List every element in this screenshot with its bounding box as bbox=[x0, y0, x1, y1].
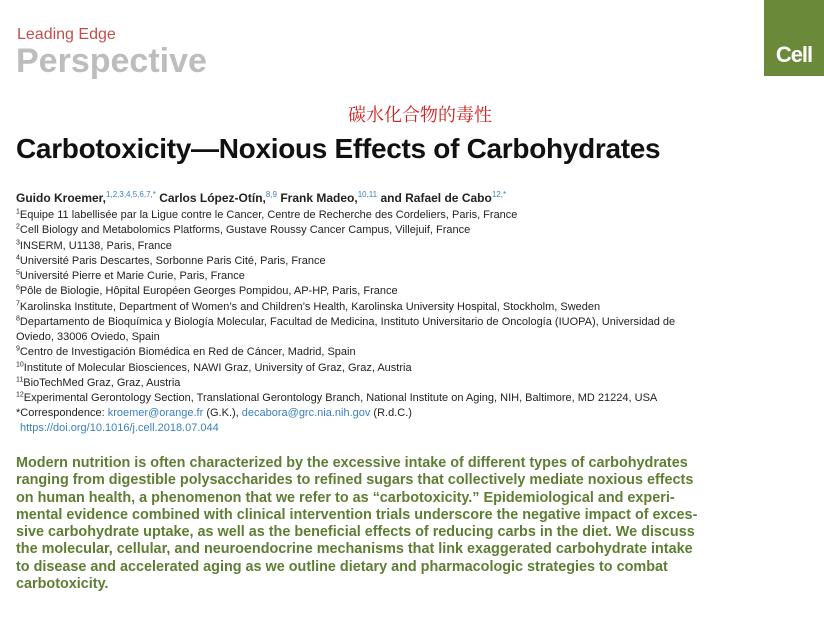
abstract-line: the molecular, cellular, and neuroendocrine mechanisms that link exaggerated carbohydrate intake bbox=[16, 541, 693, 558]
author-affiliation-marks[interactable]: 10,11 bbox=[357, 190, 378, 199]
affiliation-number: 11 bbox=[16, 376, 24, 384]
affiliation-number: 2 bbox=[16, 223, 20, 231]
affiliation-line bbox=[16, 254, 806, 269]
abstract-line: on human health, a phenomenon that we refer to as “carbotoxicity.” Epidemiological and experi- bbox=[16, 489, 675, 506]
abstract-line: sive carbohydrate uptake, as well as the beneficial effects of reducing carbs in the diet. We discuss bbox=[16, 524, 695, 541]
affiliation-text: Experimental Gerontology Section, Translational Gerontology Branch, National Institute on Aging, NIH, Baltimore, MD 21224, USA bbox=[23, 392, 658, 404]
affiliation-line bbox=[16, 269, 806, 284]
author-name: Guido Kroemer, bbox=[16, 191, 107, 205]
affiliation-number: 3 bbox=[16, 238, 20, 246]
abstract bbox=[16, 455, 806, 593]
affiliation-line bbox=[16, 239, 806, 254]
abstract-line: mental evidence combined with clinical intervention trials underscore the negative impact of exces- bbox=[16, 506, 698, 523]
affiliation-number: 4 bbox=[16, 254, 20, 262]
affiliation-line bbox=[16, 300, 806, 315]
affiliation-line bbox=[16, 315, 806, 330]
email-link[interactable]: kroemer@orange.fr bbox=[107, 407, 204, 420]
affiliation-number: 6 bbox=[16, 284, 20, 292]
email-link[interactable]: decabora@grc.nia.nih.gov bbox=[241, 407, 371, 420]
affiliation-line bbox=[16, 361, 806, 376]
affiliation-number: 9 bbox=[16, 345, 20, 353]
affiliation-text: Karolinska Institute, Department of Women’s and Children’s Health, Karolinska University Hospital, Stockholm, Sweden bbox=[19, 300, 601, 313]
author-name: Carlos López-Otín, bbox=[155, 191, 266, 205]
affiliation-text: INSERM, U1138, Paris, France bbox=[19, 239, 172, 252]
affiliation-number: 1 bbox=[16, 208, 20, 216]
affiliation-number: 7 bbox=[16, 299, 20, 307]
chinese-title: 碳水化合物的毒性 bbox=[348, 105, 492, 126]
affiliation-number: 8 bbox=[16, 315, 20, 323]
author-affiliation-marks[interactable]: 1,2,3,4,5,6,7,* bbox=[106, 190, 156, 199]
affiliation-text: Université Pierre et Marie Curie, Paris, France bbox=[19, 270, 245, 282]
affiliation-line bbox=[16, 223, 806, 238]
affiliation-text: Oviedo, 33006 Oviedo, Spain bbox=[16, 331, 160, 343]
author-name: and Rafael de Cabo bbox=[377, 191, 492, 205]
affiliation-number: 5 bbox=[16, 269, 20, 277]
affiliation-line bbox=[16, 391, 806, 406]
affiliation-line bbox=[16, 345, 806, 360]
cell-logo-text: Cell bbox=[775, 42, 813, 67]
cell-logo bbox=[764, 0, 824, 76]
abstract-line: ranging from digestible polysaccharides to refined sugars that collectively mediate noxious effects bbox=[16, 472, 694, 489]
affiliation-line bbox=[16, 284, 806, 299]
affiliation-text: Equipe 11 labellisée par la Ligue contre le Cancer, Centre de Recherche des Cordeliers, Paris, France bbox=[19, 209, 518, 221]
affiliation-line bbox=[16, 376, 806, 391]
author-name: Frank Madeo, bbox=[277, 191, 358, 205]
affiliation-text: Departamento de Bioquímica y Biología Molecular, Facultad de Medicina, Instituto Universitario de Oncología (IUOPA), Universidad de bbox=[19, 315, 676, 328]
doi-link[interactable]: https://doi.org/10.1016/j.cell.2018.07.044 bbox=[20, 422, 219, 434]
author-affiliation-marks[interactable]: 8,9 bbox=[265, 190, 277, 199]
affiliation-text: Pôle de Biologie, Hôpital Européen Georges Pompidou, AP-HP, Paris, France bbox=[19, 285, 398, 298]
affiliation-text: BioTechMed Graz, Graz, Austria bbox=[23, 376, 181, 389]
authors bbox=[16, 191, 506, 205]
affiliations bbox=[16, 208, 806, 422]
correspondence-initials: (G.K.), bbox=[203, 407, 242, 420]
affiliation-text: Université Paris Descartes, Sorbonne Paris Cité, Paris, France bbox=[19, 254, 326, 267]
affiliation-number: 10 bbox=[16, 360, 24, 368]
affiliation-line bbox=[16, 330, 806, 345]
section-label: Leading Edge bbox=[17, 26, 116, 43]
correspondence-label: *Correspondence: bbox=[16, 407, 108, 420]
affiliation-text: Cell Biology and Metabolomics Platforms, Gustave Roussy Cancer Campus, Villejuif, France bbox=[19, 224, 471, 237]
abstract-line: to disease and accelerated aging as we outline dietary and pharmacologic strategies to combat bbox=[16, 558, 668, 575]
article-type: Perspective bbox=[16, 42, 207, 80]
abstract-line: Modern nutrition is often characterized by the excessive intake of different types of carbohydrates bbox=[16, 455, 688, 471]
abstract-line: carbotoxicity. bbox=[16, 576, 109, 593]
correspondence-initials: (R.d.C.) bbox=[370, 407, 412, 420]
affiliation-line bbox=[16, 208, 806, 223]
paper-title: Carbotoxicity—Noxious Effects of Carbohydrates bbox=[16, 133, 661, 164]
affiliation-text: Centro de Investigación Biomédica en Red de Cáncer, Madrid, Spain bbox=[19, 346, 356, 359]
affiliation-text: Institute of Molecular Biosciences, NAWI Graz, University of Graz, Graz, Austria bbox=[23, 361, 412, 374]
author-affiliation-marks[interactable]: 12,* bbox=[491, 190, 507, 199]
correspondence-line bbox=[16, 406, 806, 421]
affiliation-number: 12 bbox=[16, 391, 24, 399]
